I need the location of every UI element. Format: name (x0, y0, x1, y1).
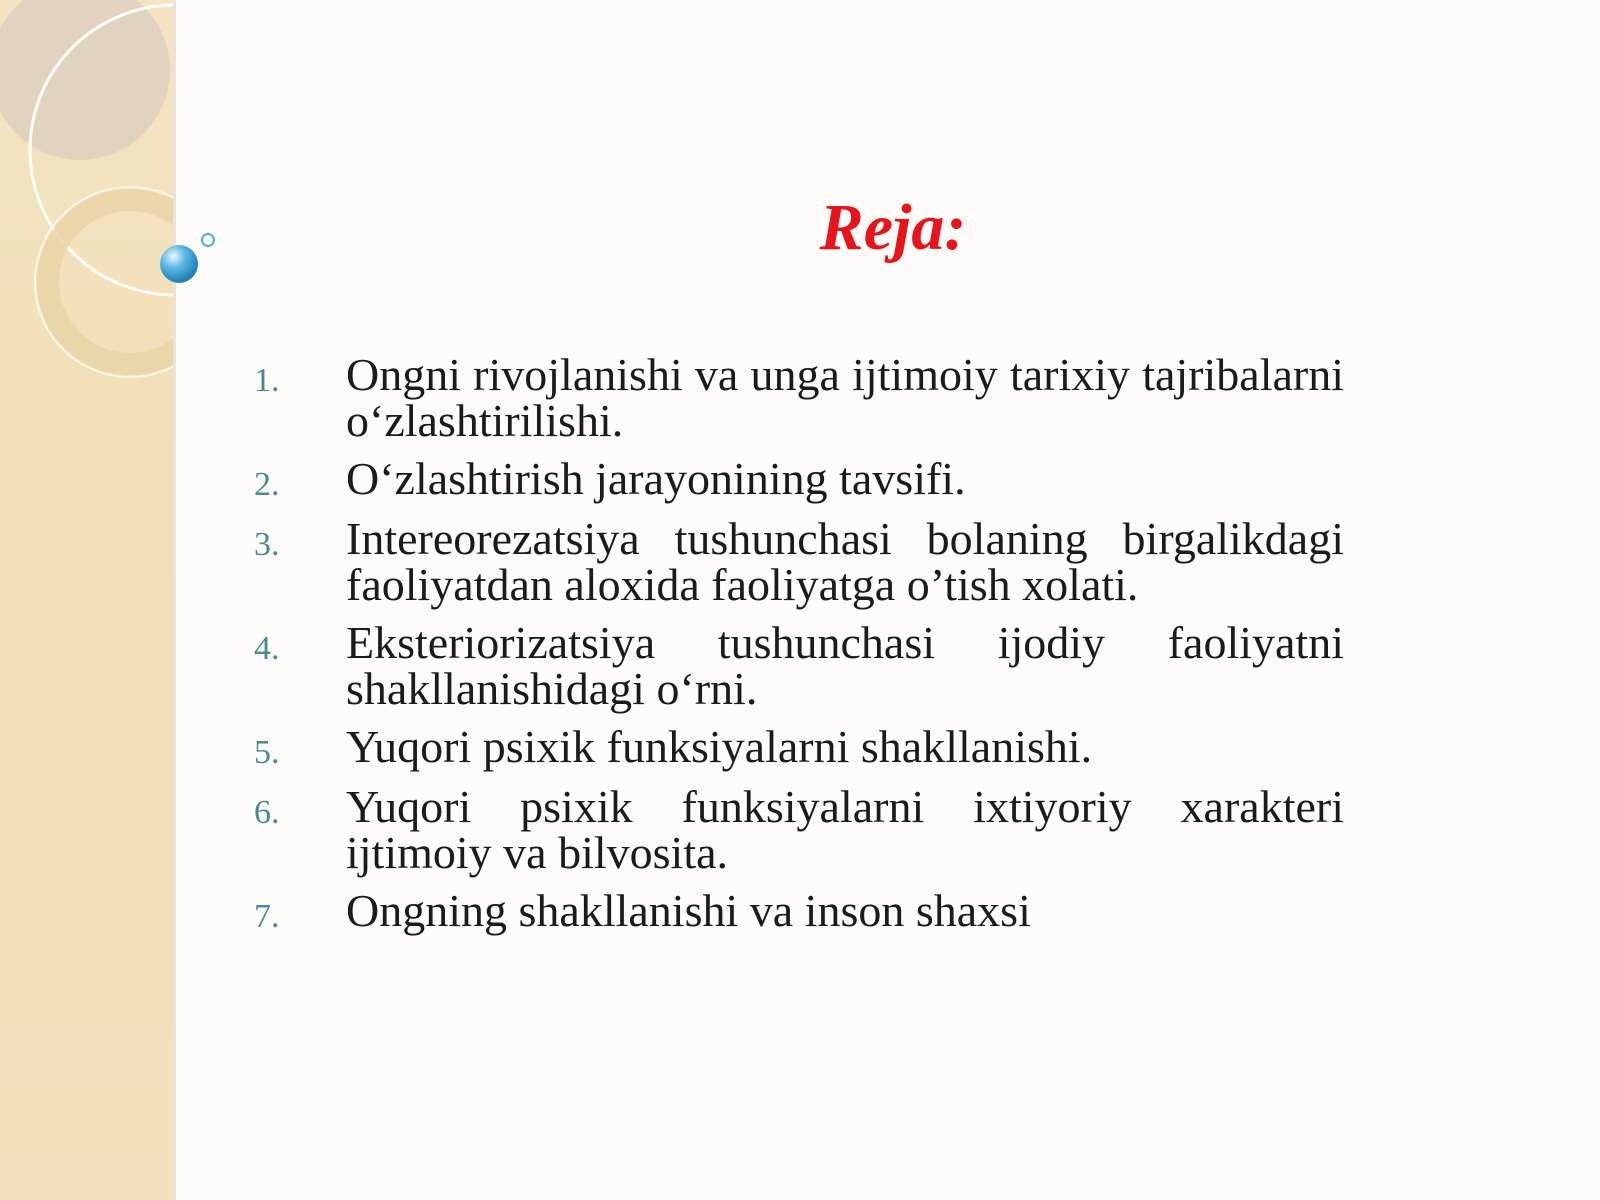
list-item-text: Eksteriorizatsiya tushunchasi ijodiy faoliyatni shakllanishidagi o‘rni. (346, 617, 1344, 714)
list-item (254, 617, 1344, 714)
decorative-side-band (0, 0, 176, 1200)
list-item-number: 2. (254, 466, 280, 503)
large-shaded-circle (0, 0, 170, 160)
list-item (254, 721, 1344, 772)
decorative-circles (0, 0, 176, 420)
list-item-number: 3. (254, 526, 280, 563)
list-item (254, 781, 1344, 878)
list-item-number: 6. (254, 794, 280, 831)
list-item-text: O‘zlashtirish jarayonining tavsifi. (346, 453, 966, 504)
list-item-text: Ongning shakllanishi va inson shaxsi (346, 885, 1031, 936)
list-item-text: Ongni rivojlanishi va unga ijtimoiy tarixiy tajribalarni o‘zlashtirilishi. (346, 349, 1344, 446)
list-item (254, 349, 1344, 446)
list-item-text: Intereorezatsiya tushunchasi bolaning birgalikdagi faoliyatdan aloxida faoliyatga o’tish xolati. (346, 513, 1344, 610)
list-item (254, 885, 1344, 936)
list-item-number: 7. (254, 898, 280, 935)
plan-list (254, 349, 1344, 948)
list-item (254, 453, 1344, 504)
list-item (254, 513, 1344, 610)
list-item-number: 1. (254, 362, 280, 399)
list-item-number: 4. (254, 630, 280, 667)
list-item-text: Yuqori psixik funksiyalarni ixtiyoriy xarakteri ijtimoiy va bilvosita. (346, 781, 1344, 878)
list-item-text: Yuqori psixik funksiyalarni shakllanishi. (346, 721, 1093, 772)
list-item-number: 5. (254, 734, 280, 771)
slide-title: Reja: (819, 191, 967, 264)
